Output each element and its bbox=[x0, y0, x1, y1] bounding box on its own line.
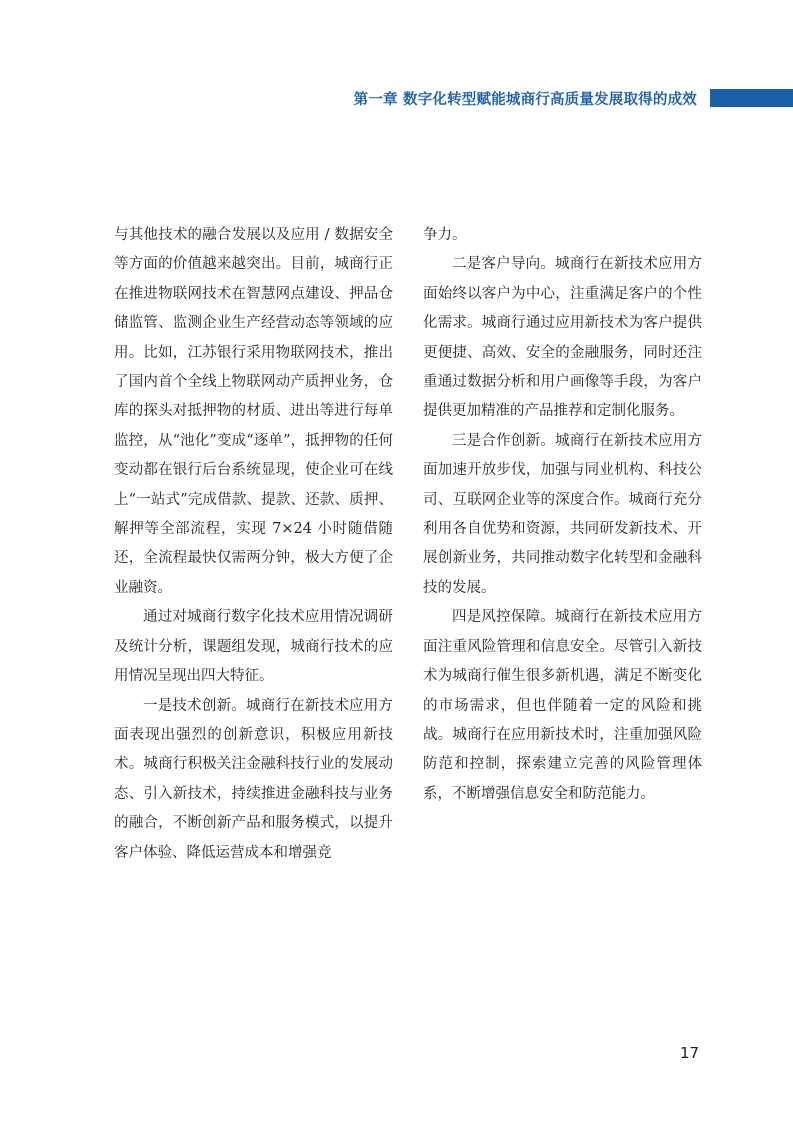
paragraph: 通过对城商行数字化技术应用情况调研及统计分析，课题组发现，城商行技术的应用情况呈现出四大特征。 bbox=[114, 609, 393, 685]
paragraph: 三是合作创新。城商行在新技术应用方面加速开放步伐，加强与同业机构、科技公司、互联网企业等的深度合作。城商行充分利用各自优势和资源，共同研发新技术、开展创新业务，共同推动数字化转型和金融科技的发展。 bbox=[423, 432, 702, 596]
left-column bbox=[114, 221, 393, 868]
paragraph: 四是风控保障。城商行在新技术应用方面注重风险管理和信息安全。尽管引入新技术为城商行催生很多新机遇，满足不断变化的市场需求，但也伴随着一定的风险和挑战。城商行在应用新技术时，注重加强风险防范和控制，探索建立完善的风险管理体系，不断增强信息安全和防范能力。 bbox=[423, 609, 702, 802]
paragraph: 争力。 bbox=[423, 227, 467, 243]
page-number: 17 bbox=[680, 1044, 700, 1062]
header-accent-bar bbox=[710, 89, 793, 107]
paragraph: 与其他技术的融合发展以及应用 / 数据安全等方面的价值越来越突出。目前，城商行正在推进物联网技术在智慧网点建设、押品仓储监管、监测企业生产经营动态等领域的应用。比如，江苏银行采用物联网技术，推出了国内首个全线上物联网动产质押业务，仓库的探头对抵押物的材质、进出等进行每单监控，从“池化”变成“逐单”，抵押物的任何变动都在银行后台系统显现，使企业可在线上“一站式”完成借款、提款、还款、质押、解押等全部流程，实现 7×24 小时随借随还，全流程最快仅需两分钟，极大方便了企业融资。 bbox=[114, 227, 393, 596]
paragraph: 一是技术创新。城商行在新技术应用方面表现出强烈的创新意识，积极应用新技术。城商行积极关注金融科技行业的发展动态、引入新技术，持续推进金融科技与业务的融合，不断创新产品和服务模式，以提升客户体验、降低运营成本和增强竞 bbox=[114, 697, 393, 861]
chapter-title: 第一章 数字化转型赋能城商行高质量发展取得的成效 bbox=[353, 92, 697, 108]
running-header bbox=[0, 86, 793, 114]
right-column bbox=[423, 221, 702, 809]
paragraph: 二是客户导向。城商行在新技术应用方面始终以客户为中心，注重满足客户的个性化需求。城商行通过应用新技术为客户提供更便捷、高效、安全的金融服务，同时还注重通过数据分析和用户画像等手段，为客户提供更加精准的产品推荐和定制化服务。 bbox=[423, 256, 702, 420]
